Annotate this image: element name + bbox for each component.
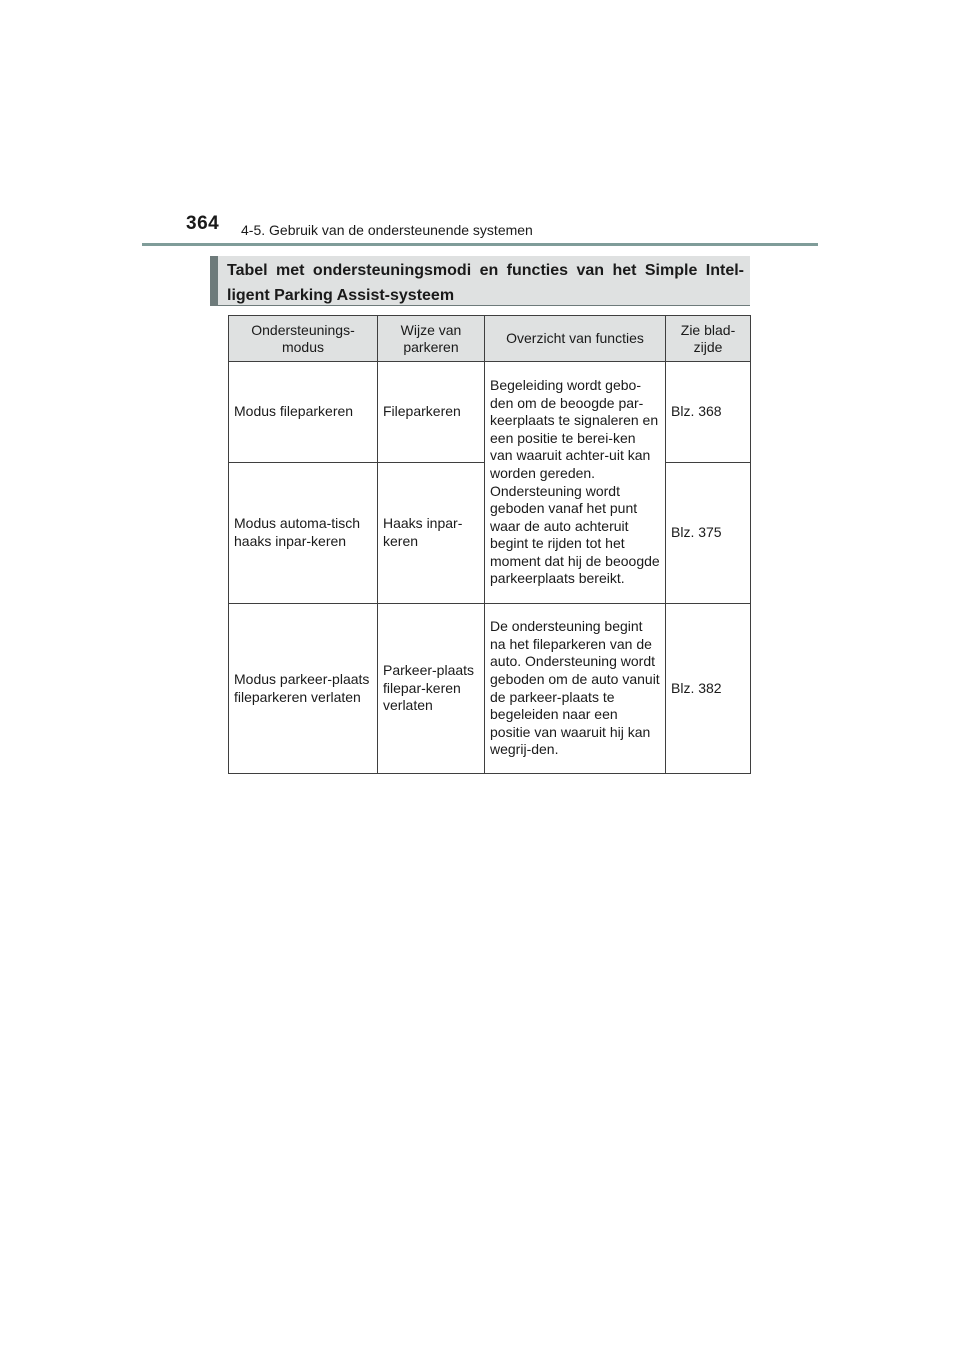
page-ref-cell: Blz. 368 <box>666 362 751 463</box>
column-header: Wijze van parkeren <box>378 316 485 362</box>
mode-cell: Modus parkeer-plaats fileparkeren verlaten <box>229 604 378 774</box>
column-header: Overzicht van functies <box>485 316 666 362</box>
header-divider <box>142 243 818 246</box>
column-header: Ondersteunings-modus <box>229 316 378 362</box>
mode-cell: Modus fileparkeren <box>229 362 378 463</box>
page-number: 364 <box>186 213 220 234</box>
assist-modes-table <box>228 315 751 774</box>
page-ref-cell: Blz. 382 <box>666 604 751 774</box>
page-ref-cell: Blz. 375 <box>666 463 751 604</box>
method-cell: Haaks inpar-keren <box>378 463 485 604</box>
table-row <box>229 362 751 463</box>
overview-cell: De ondersteuning begint na het fileparkeren van de auto. Ondersteuning wordt geboden om de auto vanuit de parkeer-plaats te begeleiden naar een positie van waaruit hij kan wegrij-den. <box>485 604 666 774</box>
method-cell: Parkeer-plaats filepar-keren verlaten <box>378 604 485 774</box>
table-row <box>229 604 751 774</box>
column-header: Zie blad-zijde <box>666 316 751 362</box>
table-header-row <box>229 316 751 362</box>
overview-cell: Begeleiding wordt gebo-den om de beoogde par-keerplaats te signaleren en een positie te berei-ken van waaruit achter-uit kan worden gereden. Ondersteuning wordt geboden vanaf het punt waar de auto achteruit begint te rijden tot het moment dat hij de beoogde parkeerplaats bereikt. <box>485 362 666 604</box>
running-header: 4-5. Gebruik van de ondersteunende systemen <box>241 222 533 238</box>
mode-cell: Modus automa-tisch haaks inpar-keren <box>229 463 378 604</box>
section-heading: Tabel met ondersteuningsmodi en functies van het Simple Intel-ligent Parking Assist-systeem <box>210 256 750 306</box>
method-cell: Fileparkeren <box>378 362 485 463</box>
